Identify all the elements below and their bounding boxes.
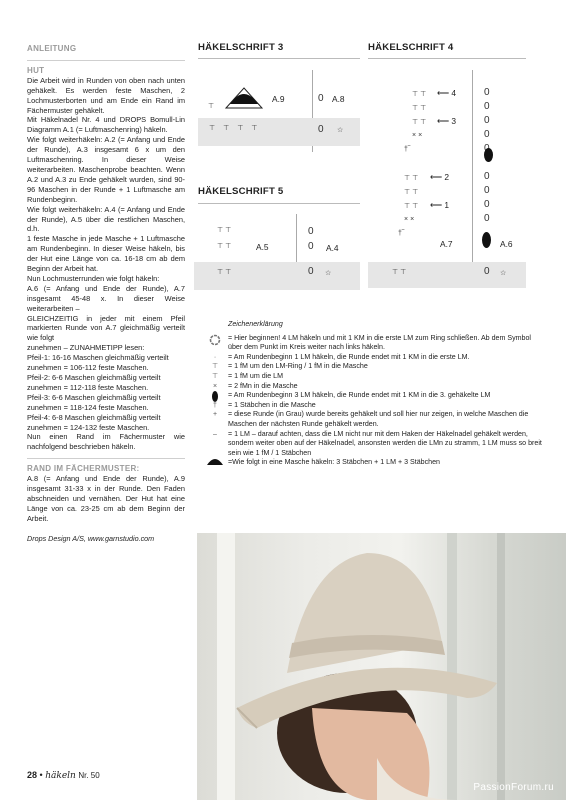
hut-intro: Die Arbeit wird in Runden von oben nach unten gehäkelt. Es werden feste Maschen, 2 Lochmusterborten und am Ende ein Rand im Fächermuster gehäkelt. — [27, 75, 185, 115]
pfeil-1: Pfeil-1: 16-16 Maschen gleichmäßig verteilt zunehmen = 106-112 feste Maschen. — [27, 353, 169, 373]
step-a2: Wie folgt weiterhäkeln: A.2 (= Anfang und Ende der Runde), A.3 insgesamt 6 x um den Luftmaschenring. In dieser Weise weiterarbeiten. Maschenprobe beachten. Wenn A.2 und A.3 zu Ende gehäkelt wurden, sind 90-96 Maschen in der Runde + 1 Luftmasche am Rundenbeginn. — [27, 135, 185, 204]
t-pair-symbols: ⊤⊤ — [404, 203, 421, 210]
oval-column: 0 0 0 0 — [484, 87, 490, 140]
t-pair-symbols: ⊤⊤ — [412, 91, 429, 98]
dot-icon: · — [213, 353, 217, 361]
t-row-symbols: ⊤⊤⊤⊤ — [209, 125, 266, 132]
cross-icon: + — [212, 411, 218, 419]
oval-icon — [206, 391, 224, 401]
credit: Drops Design A/S, www.garnstudio.com — [27, 533, 155, 543]
step-gleich: GLEICHZEITIG in jeder mit einem Pfeil markierten Runde von A.7 gleichmäßig verteilt wie folgt — [27, 313, 185, 343]
oval-open-icon: 0 — [318, 93, 324, 104]
arrow-1: ⟵ 1 — [430, 200, 450, 210]
legend-item: · = Am Rundenbeginn 1 LM häkeln, die Runde endet mit 1 KM in die erste LM. — [204, 353, 544, 363]
oval-open-icon: 0 — [308, 266, 314, 277]
legend-item: = Hier beginnen! 4 LM häkeln und mit 1 KM in die erste LM zum Ring schließen. Ab dem Symbol über dem Punkt im Kreis weiter nach links häkeln. — [204, 334, 544, 353]
section-hut: HUT — [27, 65, 45, 75]
oval-open-icon: 0 — [308, 241, 314, 252]
rand-text: A.8 (= Anfang und Ende der Runde), A.9 insgesamt 31-33 x in der Runde. Den Faden abschneiden und vernähen. Der Hut hat eine Länge von ca. 23-25 cm ab dem Beginn der Arbeit. — [27, 474, 185, 523]
t-pair-symbols: ⊤⊤ — [217, 243, 234, 250]
star-icon: ☆ — [500, 270, 507, 277]
diagram-4-separator — [472, 70, 473, 288]
legend-item: = Am Rundenbeginn 3 LM häkeln, die Runde endet mit 1 KM in die 3. gehäkelte LM — [204, 391, 544, 401]
step-zunehmen: zunehmen – ZUNAHMETIPP lesen: — [27, 343, 145, 353]
label-a6: A.6 — [500, 239, 513, 249]
watermark: PassionForum.ru — [473, 782, 554, 793]
fan-icon — [224, 86, 264, 110]
stitch-icon: †‾ — [404, 146, 411, 153]
step-a6: A.6 (= Anfang und Ende der Runde), A.7 insgesamt 45-48 x. In dieser Weise weiterarbeiten – — [27, 283, 185, 313]
label-a7: A.7 — [440, 239, 453, 249]
legend-item: + = diese Runde (in Grau) wurde bereits gehäkelt und soll hier nur zeigen, in welche Maschen die Maschen der nächsten Runde gehäkelt werden. — [204, 410, 544, 429]
legend — [204, 320, 544, 468]
diagram-3-gray-row — [198, 118, 360, 146]
diagram-4-title: HÄKELSCHRIFT 4 — [368, 42, 454, 53]
oval-filled-icon — [484, 148, 493, 162]
x-icon: × — [212, 382, 218, 390]
section-anleitung: ANLEITUNG — [27, 44, 77, 53]
oval-filled-icon — [482, 232, 491, 248]
label-a4: A.4 — [326, 243, 339, 253]
label-a8: A.8 — [332, 94, 345, 104]
diagram-5-title: HÄKELSCHRIFT 5 — [198, 186, 284, 197]
arrow-2: ⟵ 2 — [430, 172, 450, 182]
label-a5: A.5 — [256, 242, 269, 252]
legend-item: – = 1 LM – darauf achten, dass die LM nicht nur mit dem Haken der Häkelnadel gehäkelt werden, sondern weiter oben auf der Häkelnadel, ansonsten werden die LMn zu stramm, 1 LM muss so breit sein wie 1 fM / 1 Stäbchen — [204, 430, 544, 459]
x-pair-symbols: ×× — [404, 216, 417, 223]
ring-icon — [206, 334, 224, 344]
divider — [27, 60, 185, 61]
pfeil-3: Pfeil-3: 6-6 Maschen gleichmäßig verteilt zunehmen = 118-124 feste Maschen. — [27, 392, 161, 412]
needle-info: Mit Häkelnadel Nr. 4 und DROPS Bomull-Lin Diagramm A.1 (= Luftmaschenring) häkeln. — [27, 115, 185, 135]
arrow-3: ⟵ 3 — [437, 116, 457, 126]
t-pair-symbols: ⊤⊤ — [217, 269, 234, 276]
legend-item: × = 2 fMn in die Masche — [204, 382, 544, 392]
diagram-5-topline — [198, 203, 360, 204]
legend-title: Zeichenerklärung — [228, 320, 283, 328]
oval-column: 0 0 0 0 — [484, 171, 490, 224]
t-symbol: ⊤ — [208, 103, 215, 110]
step-a4: Wie folgt weiterhäkeln: A.4 (= Anfang und Ende der Runde), A.5 über die restlichen Maschen, d.h. — [27, 204, 185, 234]
star-icon: ☆ — [337, 127, 344, 134]
step-loch: Nun Lochmusterrunden wie folgt häkeln: — [27, 273, 160, 283]
oval-open-icon: 0 — [318, 124, 324, 135]
arrow-4: ⟵ 4 — [437, 88, 457, 98]
issue-number: Nr. 50 — [78, 771, 100, 780]
pfeil-4: Pfeil-4: 6-8 Maschen gleichmäßig verteilt zunehmen = 124-132 feste Maschen. — [27, 412, 161, 432]
diagram-3-title: HÄKELSCHRIFT 3 — [198, 42, 284, 53]
page-number: 28 — [27, 770, 38, 780]
footer-bullet: • — [39, 770, 43, 780]
t-pair-symbols: ⊤⊤ — [392, 269, 409, 276]
stitch-icon: † — [213, 401, 217, 409]
legend-item: ⊤ = 1 fM um die LM — [204, 372, 544, 382]
pfeil-2: Pfeil-2: 6-6 Maschen gleichmäßig verteilt zunehmen = 112-118 feste Maschen. — [27, 373, 161, 392]
diagram-5-gray-row — [194, 262, 360, 290]
stitch-icon: †‾ — [398, 230, 405, 237]
x-pair-symbols: ×× — [412, 132, 425, 139]
oval-open-icon: 0 — [484, 266, 490, 277]
hat-photo-illustration — [197, 533, 566, 800]
divider — [27, 458, 185, 459]
hat-photo — [197, 533, 566, 800]
t-pair-symbols: ⊤⊤ — [412, 105, 429, 112]
rand-intro: Nun einen Rand im Fächermuster wie nachfolgend beschrieben häkeln. — [27, 432, 185, 452]
label-a9: A.9 — [272, 94, 285, 104]
instructions-column — [27, 44, 185, 544]
oval-open-icon: 0 — [308, 226, 314, 237]
diagram-3-topline — [198, 58, 360, 59]
legend-item: † = 1 Stäbchen in die Masche — [204, 401, 544, 411]
section-rand: RAND IM FÄCHERMUSTER: — [27, 464, 140, 474]
magazine-name: häkeln — [45, 771, 76, 781]
legend-item: =Wie folgt in eine Masche häkeln: 3 Stäbchen + 1 LM + 3 Stäbchen — [204, 458, 544, 468]
t-pair-symbols: ⊤⊤ — [412, 119, 429, 126]
t-pair-symbols: ⊤⊤ — [404, 175, 421, 182]
t-icon: ⊤ — [211, 372, 219, 380]
t-icon: ⊤ — [211, 363, 219, 371]
page-footer — [27, 770, 100, 781]
step-feste: 1 feste Masche in jede Masche + 1 Luftmasche am Rundenbeginn. In dieser Weise häkeln, bis der Hut eine Länge von ca. 16-18 cm ab dem Beginn der Arbeit hat. — [27, 234, 185, 274]
t-pair-symbols: ⊤⊤ — [404, 189, 421, 196]
diagram-4-topline — [368, 58, 526, 59]
star-icon: ☆ — [325, 270, 332, 277]
legend-item: ⊤ = 1 fM um den LM-Ring / 1 fM in die Masche — [204, 362, 544, 372]
dash-icon: – — [213, 430, 217, 438]
fan-icon — [206, 456, 224, 466]
t-pair-symbols: ⊤⊤ — [217, 227, 234, 234]
